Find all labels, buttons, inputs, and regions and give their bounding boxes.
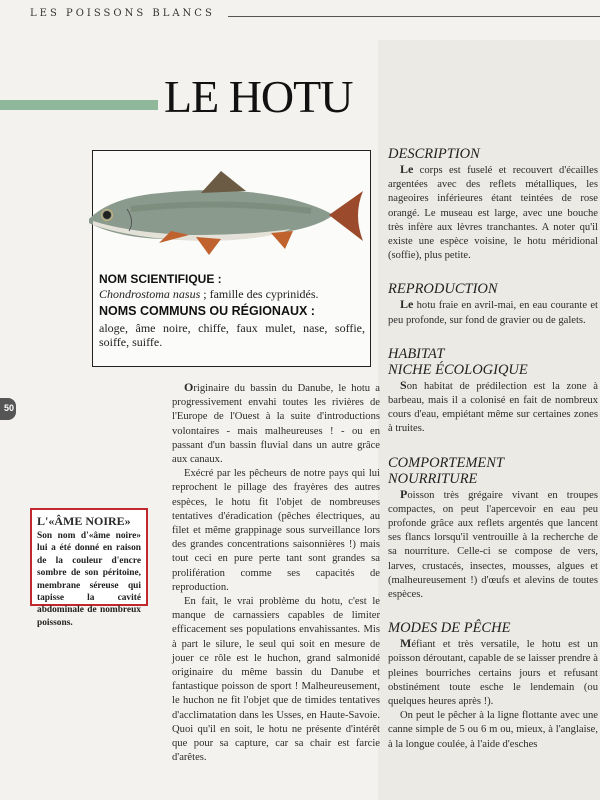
drop-initial: O <box>184 380 194 394</box>
paragraph <box>388 487 598 603</box>
drop-initial: Le <box>400 162 414 176</box>
sidebar-text: Son nom d'«âme noire» lui a été donné en raison de la couleur d'encre sombre de son péritoine, membrane séreuse qui tapisse la cavité abdominale de nombreux poissons. <box>37 531 141 628</box>
section-heading: HABITAT NICHE ÉCOLOGIQUE <box>388 345 528 378</box>
running-header: LES POISSONS BLANCS <box>30 8 215 19</box>
title-accent-bar <box>0 100 158 110</box>
drop-initial: S <box>400 377 407 392</box>
drop-initial: Le <box>400 297 414 312</box>
paragraph-text: En fait, le vrai problème du hotu, c'est le manque de carnassiers capables de limiter efficacement ses populations envahissantes. Mis à part le silure, le seul qui soit en mesure de jouer ce rôle est le huchon, grand salmonidé originaire du même bassin du Danube et fantastique poisson de sport ! Malheureusement, le huchon ne fit l'objet que de timides tentatives d'acclimatation dans les Usses, en Haute-Savoie. Quoi qu'il en soit, le hotu ne présente d'intérêt que pour sa capture, car sa chair est farcie d'arêtes. <box>172 596 380 764</box>
right-column <box>388 146 598 752</box>
paragraph-text: oisson très grégaire vivant en troupes compactes, on peut l'apercevoir en eau peu profonde grâce aux reflets argentés que lancent ses flancs lorsqu'il ventrouille à la recherche de sa nourriture. Celle-ci se compose de vers, larves, crustacés, insectes, mousses, algues et (malheureusement !) d'œufs et alevins de toutes espèces. <box>388 489 598 601</box>
paragraph-text: Exécré par les pêcheurs de notre pays qui lui reprochent le pillage des frayères des autres espèces, le hotu fit l'objet de nombreuses tentatives d'éradication (pêches électriques, au filet et même grappinage sous surveillance lors des grandes concentrations saisonnières !) mais tout ceci en pure perte tant sont grandes sa prolifération comme ses capacités de reproduction. <box>172 468 380 593</box>
section-heading: COMPORTEMENT NOURRITURE <box>388 454 504 487</box>
paragraph-text: corps est fuselé et recouvert d'écailles argentées avec des reflets métalliques, les nageoires inférieures étant teintées de rose orangé. Le museau est large, avec une bouche très infère aux lèvres tranchantes. A noter qu'il existe une espèce voisine, le hotu méridional (soffie), plus petite. <box>388 165 598 262</box>
section-heading: DESCRIPTION <box>388 146 480 162</box>
header-rule <box>228 16 600 17</box>
paragraph-text: hotu fraie en avril-mai, en eau courante et peu profonde, sur fond de gravier ou de galets. <box>388 300 598 326</box>
paragraph-text: éfiant et très versatile, le hotu est un poisson déroutant, capable de se laisser prendre à pleines bourriches certains jours et refusant obstinément toute esche le lendemain (ou quelques heures après !). <box>388 639 598 708</box>
paragraph <box>388 297 598 327</box>
common-names-label: NOMS COMMUNS OU RÉGIONAUX : <box>99 304 315 318</box>
paragraph-text: riginaire du bassin du Danube, le hotu a progressivement envahi toutes les rivières de l'Europe de l'Ouest à la suite d'introductions volontaires - mais malheureuses ! - ou en passant d'un bassin fluvial dans un autre grâce aux canaux. <box>172 383 380 466</box>
paragraph <box>172 467 380 595</box>
scientific-name-label: NOM SCIENTIFIQUE : <box>99 272 222 286</box>
drop-initial: P <box>400 486 408 501</box>
paragraph <box>388 636 598 709</box>
page-number: 50 <box>0 398 16 420</box>
sidebar-box <box>30 508 148 628</box>
page-title: LE HOTU <box>164 71 353 122</box>
paragraph-text: On peut le pêcher à la ligne flottante avec une canne simple de 5 ou 6 m ou, mieux, à l'anglaise, à la longue coulée, à l'aide d'esches <box>388 710 598 750</box>
family-text: ; famille des cyprinidés. <box>200 287 319 301</box>
drop-initial: M <box>400 636 412 651</box>
species-info-box <box>92 150 371 367</box>
paragraph <box>388 162 598 263</box>
left-column <box>172 380 380 765</box>
paragraph-text: on habitat de prédilection est la zone à barbeau, mais il a colonisé en fait de nombreux cours d'eau, empiétant même sur certaines zones à truites. <box>388 380 598 435</box>
fish-illustration <box>71 159 363 259</box>
paragraph <box>388 709 598 752</box>
common-names: aloge, âme noire, chiffe, faux mulet, nase, soffie, soiffe, suiffe. <box>99 321 365 349</box>
paragraph <box>172 380 380 467</box>
paragraph <box>388 378 598 437</box>
paragraph <box>172 595 380 765</box>
section-heading: MODES DE PÊCHE <box>388 620 511 637</box>
sidebar-title: L'«ÂME NOIRE» <box>37 514 131 528</box>
section-heading: REPRODUCTION <box>388 281 498 298</box>
scientific-name: Chondrostoma nasus <box>99 287 201 301</box>
